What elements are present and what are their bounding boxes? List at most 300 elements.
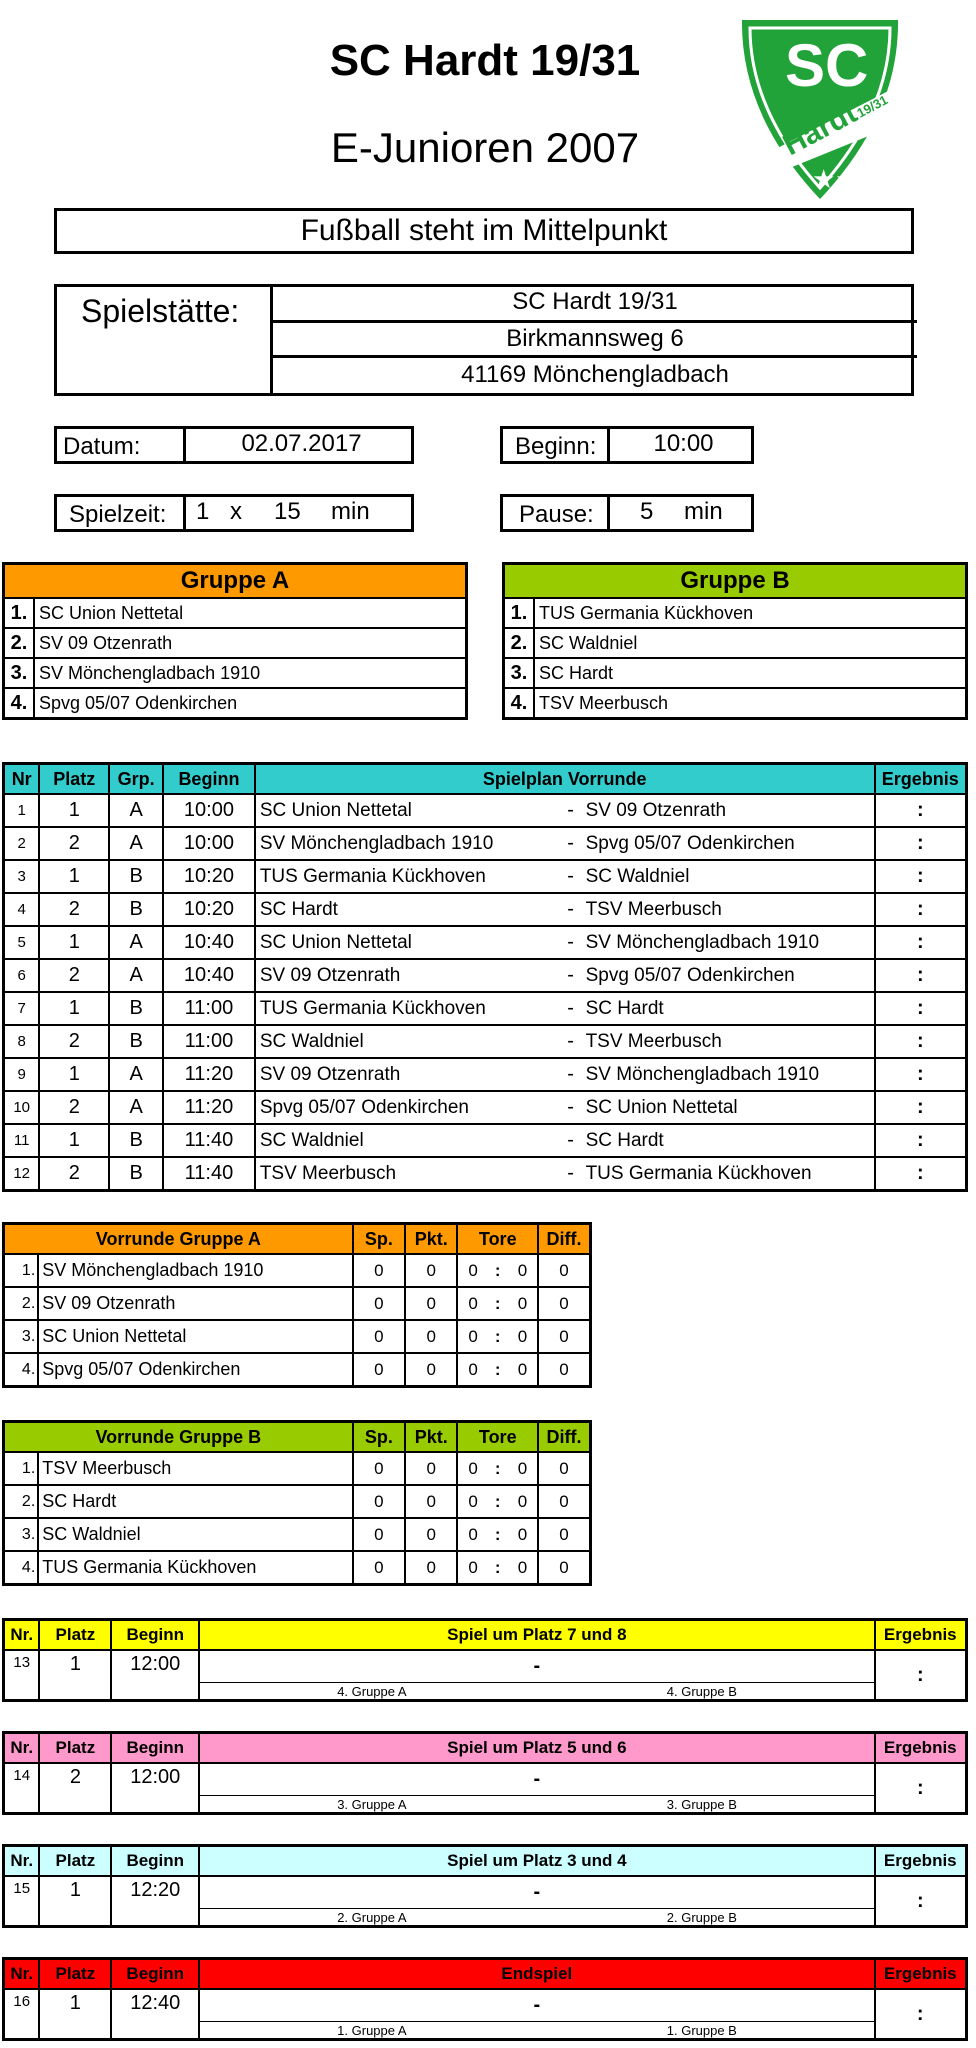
final-result: : — [875, 1650, 967, 1701]
schedule-row — [4, 992, 967, 1025]
match-platz: 1 — [39, 860, 109, 893]
match-away: SC Union Nettetal — [582, 1091, 875, 1124]
match-away: SC Hardt — [582, 1124, 875, 1157]
standings-position: 2. — [4, 1287, 39, 1320]
standings-goals-against: 0 — [508, 1320, 538, 1353]
group-a-num: 3. — [4, 658, 35, 688]
match-group: B — [109, 893, 163, 926]
final-start: 12:00 — [111, 1763, 199, 1814]
standings-position: 1. — [4, 1452, 39, 1485]
match-result: : — [875, 794, 967, 827]
group-b-team: TUS Germania Kückhoven — [534, 598, 967, 628]
date-box — [54, 426, 414, 464]
match-separator: - — [560, 794, 582, 827]
start-box — [500, 426, 754, 464]
standings-team: SC Waldniel — [38, 1518, 352, 1551]
final-participants — [199, 1683, 874, 1701]
match-start: 11:40 — [163, 1157, 255, 1191]
schedule-table — [2, 762, 968, 1192]
group-a-row — [4, 628, 467, 658]
standings-row — [4, 1287, 591, 1320]
final-home: 2. Gruppe A — [337, 1909, 407, 1925]
playtime-minutes: 15 — [274, 498, 301, 525]
match-separator: - — [560, 827, 582, 860]
pause-value: 5 — [640, 498, 654, 525]
match-start: 10:40 — [163, 926, 255, 959]
match-result: : — [875, 959, 967, 992]
match-nr: 2 — [4, 827, 40, 860]
match-result: : — [875, 1025, 967, 1058]
standings-points: 0 — [405, 1518, 457, 1551]
date-label: Datum: — [63, 433, 141, 460]
group-b-row — [504, 598, 967, 628]
standings-goals-for: 0 — [457, 1254, 487, 1287]
standings-goals-for: 0 — [457, 1353, 487, 1387]
standings-a-title: Vorrunde Gruppe A — [4, 1224, 353, 1255]
standings-team: SC Hardt — [38, 1485, 352, 1518]
final-participants — [199, 1909, 874, 1927]
standings-position: 4. — [4, 1353, 39, 1387]
standings-goals-colon: : — [488, 1320, 508, 1353]
final-header-platz: Platz — [39, 1846, 111, 1877]
match-home: SC Waldniel — [255, 1025, 560, 1058]
match-platz: 1 — [39, 794, 109, 827]
match-start: 10:20 — [163, 893, 255, 926]
schedule-row — [4, 1025, 967, 1058]
logo-name: Hardt — [777, 96, 863, 163]
final-platz: 1 — [39, 1876, 111, 1927]
logo-stars-icon: ★★★ — [812, 165, 882, 195]
match-nr: 11 — [4, 1124, 40, 1157]
final-row — [4, 1763, 967, 1796]
match-platz: 2 — [39, 893, 109, 926]
final-header-ergebnis: Ergebnis — [875, 1846, 967, 1877]
schedule-header-ergebnis: Ergebnis — [875, 764, 967, 795]
match-away: SC Waldniel — [582, 860, 875, 893]
standings-points: 0 — [405, 1452, 457, 1485]
final-header-row — [4, 1620, 967, 1651]
final-nr: 15 — [4, 1876, 40, 1927]
final-nr: 13 — [4, 1650, 40, 1701]
group-b-team: TSV Meerbusch — [534, 688, 967, 719]
group-b-table — [502, 562, 968, 720]
venue-box — [54, 284, 914, 396]
match-group: A — [109, 1058, 163, 1091]
pause-box — [500, 494, 754, 532]
schedule-row — [4, 1091, 967, 1124]
standings-a-header-diff: Diff. — [538, 1224, 590, 1255]
match-home: SC Union Nettetal — [255, 926, 560, 959]
match-home: TUS Germania Kückhoven — [255, 992, 560, 1025]
schedule-row — [4, 1124, 967, 1157]
match-group: B — [109, 860, 163, 893]
playtime-times: x — [230, 498, 242, 525]
match-home: SV Mönchengladbach 1910 — [255, 827, 560, 860]
final-start: 12:00 — [111, 1650, 199, 1701]
standings-goals-colon: : — [488, 1452, 508, 1485]
match-result: : — [875, 992, 967, 1025]
match-platz: 1 — [39, 992, 109, 1025]
group-a-row — [4, 688, 467, 719]
standings-position: 3. — [4, 1320, 39, 1353]
standings-played: 0 — [353, 1518, 405, 1551]
final-row — [4, 1650, 967, 1683]
standings-row — [4, 1254, 591, 1287]
standings-goals-against: 0 — [508, 1353, 538, 1387]
match-away: SV Mönchengladbach 1910 — [582, 1058, 875, 1091]
schedule-row — [4, 926, 967, 959]
group-a-num: 2. — [4, 628, 35, 658]
final-header-ergebnis: Ergebnis — [875, 1959, 967, 1990]
standings-b-header-sp: Sp. — [353, 1422, 405, 1453]
schedule-header-grp: Grp. — [109, 764, 163, 795]
match-home: SC Union Nettetal — [255, 794, 560, 827]
standings-goals-colon: : — [488, 1485, 508, 1518]
final-game-table — [2, 1844, 968, 1928]
standings-team: SC Union Nettetal — [38, 1320, 352, 1353]
standings-goals-colon: : — [488, 1254, 508, 1287]
group-b-num: 4. — [504, 688, 535, 719]
schedule-row — [4, 1157, 967, 1191]
final-start: 12:40 — [111, 1989, 199, 2040]
standings-diff: 0 — [538, 1353, 590, 1387]
final-away: 2. Gruppe B — [666, 1909, 737, 1925]
standings-played: 0 — [353, 1452, 405, 1485]
schedule-row — [4, 1058, 967, 1091]
standings-a-header-tore: Tore — [457, 1224, 538, 1255]
match-group: A — [109, 1091, 163, 1124]
standings-b-header-diff: Diff. — [538, 1422, 590, 1453]
standings-played: 0 — [353, 1353, 405, 1387]
match-platz: 1 — [39, 1124, 109, 1157]
page-title: SC Hardt 19/31 — [329, 36, 641, 85]
schedule-header-beginn: Beginn — [163, 764, 255, 795]
standings-row — [4, 1551, 591, 1585]
standings-team: SV 09 Otzenrath — [38, 1287, 352, 1320]
final-header-row — [4, 1959, 967, 1990]
match-nr: 5 — [4, 926, 40, 959]
standings-points: 0 — [405, 1551, 457, 1585]
final-game-table — [2, 1957, 968, 2041]
standings-points: 0 — [405, 1254, 457, 1287]
match-result: : — [875, 1124, 967, 1157]
standings-goals-against: 0 — [508, 1452, 538, 1485]
final-dash: - — [199, 1989, 874, 2022]
standings-b-table — [2, 1420, 592, 1586]
group-a-row — [4, 658, 467, 688]
match-platz: 2 — [39, 827, 109, 860]
match-start: 10:40 — [163, 959, 255, 992]
playtime-unit: min — [331, 498, 370, 525]
final-home: 4. Gruppe A — [337, 1683, 407, 1699]
match-nr: 3 — [4, 860, 40, 893]
final-result: : — [875, 1989, 967, 2040]
pause-unit: min — [684, 498, 723, 525]
match-platz: 2 — [39, 959, 109, 992]
standings-diff: 0 — [538, 1518, 590, 1551]
standings-diff: 0 — [538, 1551, 590, 1585]
standings-goals-colon: : — [488, 1551, 508, 1585]
final-header-nr: Nr. — [4, 1846, 40, 1877]
schedule-row — [4, 860, 967, 893]
final-header-beginn: Beginn — [111, 1620, 199, 1651]
final-participants — [199, 1796, 874, 1814]
match-nr: 9 — [4, 1058, 40, 1091]
final-game-table — [2, 1618, 968, 1702]
schedule-row — [4, 794, 967, 827]
club-logo — [730, 6, 910, 206]
group-a-title: Gruppe A — [4, 564, 467, 599]
match-group: B — [109, 1025, 163, 1058]
group-b-team: SC Waldniel — [534, 628, 967, 658]
match-platz: 2 — [39, 1025, 109, 1058]
standings-goals-against: 0 — [508, 1551, 538, 1585]
standings-team: TUS Germania Kückhoven — [38, 1551, 352, 1585]
match-away: SV Mönchengladbach 1910 — [582, 926, 875, 959]
group-a-table — [2, 562, 468, 720]
logo-year: 19/31 — [854, 92, 891, 121]
match-start: 11:00 — [163, 1025, 255, 1058]
match-away: TUS Germania Kückhoven — [582, 1157, 875, 1191]
motto-banner: Fußball steht im Mittelpunkt — [54, 208, 914, 254]
schedule-header-nr: Nr — [4, 764, 40, 795]
match-group: B — [109, 1124, 163, 1157]
standings-played: 0 — [353, 1287, 405, 1320]
match-away: TSV Meerbusch — [582, 893, 875, 926]
final-platz: 2 — [39, 1763, 111, 1814]
match-nr: 10 — [4, 1091, 40, 1124]
standings-row — [4, 1320, 591, 1353]
schedule-row — [4, 959, 967, 992]
standings-position: 3. — [4, 1518, 39, 1551]
standings-diff: 0 — [538, 1485, 590, 1518]
group-b-row — [504, 688, 967, 719]
match-nr: 1 — [4, 794, 40, 827]
match-separator: - — [560, 992, 582, 1025]
match-start: 11:20 — [163, 1058, 255, 1091]
standings-goals-against: 0 — [508, 1287, 538, 1320]
standings-a-header-sp: Sp. — [353, 1224, 405, 1255]
final-header-platz: Platz — [39, 1620, 111, 1651]
standings-position: 2. — [4, 1485, 39, 1518]
match-separator: - — [560, 1157, 582, 1191]
group-a-team: SC Union Nettetal — [34, 598, 467, 628]
standings-goals-for: 0 — [457, 1485, 487, 1518]
venue-line-1: SC Hardt 19/31 — [273, 284, 917, 323]
final-title: Spiel um Platz 3 und 4 — [199, 1846, 874, 1877]
final-row — [4, 1876, 967, 1909]
page-subtitle: E-Junioren 2007 — [330, 124, 640, 171]
match-home: TUS Germania Kückhoven — [255, 860, 560, 893]
group-b-row — [504, 628, 967, 658]
standings-row — [4, 1353, 591, 1387]
final-platz: 1 — [39, 1650, 111, 1701]
group-b-title: Gruppe B — [504, 564, 967, 599]
standings-position: 4. — [4, 1551, 39, 1585]
final-home: 1. Gruppe A — [337, 2022, 407, 2038]
standings-points: 0 — [405, 1320, 457, 1353]
group-a-team: SV 09 Otzenrath — [34, 628, 467, 658]
final-platz: 1 — [39, 1989, 111, 2040]
match-platz: 2 — [39, 1091, 109, 1124]
standings-played: 0 — [353, 1551, 405, 1585]
standings-row — [4, 1485, 591, 1518]
match-group: A — [109, 926, 163, 959]
standings-goals-for: 0 — [457, 1287, 487, 1320]
match-separator: - — [560, 959, 582, 992]
group-a-num: 4. — [4, 688, 35, 719]
standings-goals-colon: : — [488, 1287, 508, 1320]
match-nr: 12 — [4, 1157, 40, 1191]
match-separator: - — [560, 1124, 582, 1157]
schedule-row — [4, 893, 967, 926]
match-away: SC Hardt — [582, 992, 875, 1025]
final-home: 3. Gruppe A — [337, 1796, 407, 1812]
standings-goals-for: 0 — [457, 1320, 487, 1353]
standings-diff: 0 — [538, 1452, 590, 1485]
match-nr: 8 — [4, 1025, 40, 1058]
match-result: : — [875, 893, 967, 926]
match-away: Spvg 05/07 Odenkirchen — [582, 827, 875, 860]
match-separator: - — [560, 1058, 582, 1091]
logo-letters: SC — [785, 32, 869, 99]
final-dash: - — [199, 1650, 874, 1683]
final-header-beginn: Beginn — [111, 1846, 199, 1877]
standings-goals-for: 0 — [457, 1452, 487, 1485]
match-result: : — [875, 1058, 967, 1091]
venue-line-2: Birkmannsweg 6 — [273, 323, 917, 358]
final-row — [4, 1989, 967, 2022]
pause-label: Pause: — [519, 501, 594, 528]
match-group: A — [109, 959, 163, 992]
standings-row — [4, 1518, 591, 1551]
match-start: 10:00 — [163, 794, 255, 827]
venue-line-3: 41169 Mönchengladbach — [461, 361, 729, 388]
final-header-nr: Nr. — [4, 1733, 40, 1764]
standings-goals-colon: : — [488, 1353, 508, 1387]
schedule-row — [4, 827, 967, 860]
group-a-row — [4, 598, 467, 628]
final-header-row — [4, 1846, 967, 1877]
final-dash: - — [199, 1876, 874, 1909]
final-title: Spiel um Platz 5 und 6 — [199, 1733, 874, 1764]
final-away: 3. Gruppe B — [666, 1796, 737, 1812]
group-a-team: Spvg 05/07 Odenkirchen — [34, 688, 467, 719]
standings-goals-against: 0 — [508, 1485, 538, 1518]
match-start: 11:40 — [163, 1124, 255, 1157]
group-a-num: 1. — [4, 598, 35, 628]
playtime-box — [54, 494, 414, 532]
start-value: 10:00 — [607, 426, 757, 464]
standings-position: 1. — [4, 1254, 39, 1287]
match-separator: - — [560, 926, 582, 959]
match-nr: 6 — [4, 959, 40, 992]
standings-goals-colon: : — [488, 1518, 508, 1551]
final-dash: - — [199, 1763, 874, 1796]
standings-team: Spvg 05/07 Odenkirchen — [38, 1353, 352, 1387]
match-away: Spvg 05/07 Odenkirchen — [582, 959, 875, 992]
standings-row — [4, 1452, 591, 1485]
final-header-ergebnis: Ergebnis — [875, 1733, 967, 1764]
match-result: : — [875, 926, 967, 959]
group-b-num: 1. — [504, 598, 535, 628]
standings-b-title: Vorrunde Gruppe B — [4, 1422, 353, 1453]
date-value: 02.07.2017 — [183, 426, 417, 464]
match-nr: 4 — [4, 893, 40, 926]
match-group: A — [109, 827, 163, 860]
standings-played: 0 — [353, 1254, 405, 1287]
match-result: : — [875, 1157, 967, 1191]
standings-goals-against: 0 — [508, 1518, 538, 1551]
match-result: : — [875, 1091, 967, 1124]
final-header-nr: Nr. — [4, 1959, 40, 1990]
match-result: : — [875, 860, 967, 893]
final-result: : — [875, 1876, 967, 1927]
group-b-team: SC Hardt — [534, 658, 967, 688]
match-separator: - — [560, 1025, 582, 1058]
standings-diff: 0 — [538, 1254, 590, 1287]
final-participants — [199, 2022, 874, 2040]
playtime-count: 1 — [196, 498, 210, 525]
match-separator: - — [560, 860, 582, 893]
match-nr: 7 — [4, 992, 40, 1025]
match-group: A — [109, 794, 163, 827]
match-start: 11:20 — [163, 1091, 255, 1124]
standings-team: TSV Meerbusch — [38, 1452, 352, 1485]
standings-a-header-pkt: Pkt. — [405, 1224, 457, 1255]
match-away: SV 09 Otzenrath — [582, 794, 875, 827]
match-home: SV 09 Otzenrath — [255, 959, 560, 992]
match-separator: - — [560, 1091, 582, 1124]
final-header-platz: Platz — [39, 1959, 111, 1990]
final-title: Spiel um Platz 7 und 8 — [199, 1620, 874, 1651]
match-home: SC Waldniel — [255, 1124, 560, 1157]
match-platz: 1 — [39, 1058, 109, 1091]
match-start: 11:00 — [163, 992, 255, 1025]
standings-diff: 0 — [538, 1320, 590, 1353]
match-start: 10:20 — [163, 860, 255, 893]
standings-points: 0 — [405, 1485, 457, 1518]
match-start: 10:00 — [163, 827, 255, 860]
standings-goals-for: 0 — [457, 1551, 487, 1585]
standings-points: 0 — [405, 1353, 457, 1387]
start-label: Beginn: — [515, 433, 597, 460]
final-header-ergebnis: Ergebnis — [875, 1620, 967, 1651]
schedule-header-spielplan: Spielplan Vorrunde — [255, 764, 875, 795]
match-home: TSV Meerbusch — [255, 1157, 560, 1191]
final-away: 4. Gruppe B — [666, 1683, 737, 1699]
standings-b-header-pkt: Pkt. — [405, 1422, 457, 1453]
venue-label: Spielstätte: — [81, 293, 240, 329]
group-b-num: 2. — [504, 628, 535, 658]
standings-team: SV Mönchengladbach 1910 — [38, 1254, 352, 1287]
match-separator: - — [560, 893, 582, 926]
standings-b-header-tore: Tore — [457, 1422, 538, 1453]
standings-points: 0 — [405, 1287, 457, 1320]
match-group: B — [109, 992, 163, 1025]
final-away: 1. Gruppe B — [666, 2022, 737, 2038]
schedule-header-platz: Platz — [39, 764, 109, 795]
standings-a-table — [2, 1222, 592, 1388]
playtime-label: Spielzeit: — [69, 501, 167, 528]
standings-diff: 0 — [538, 1287, 590, 1320]
final-nr: 14 — [4, 1763, 40, 1814]
final-start: 12:20 — [111, 1876, 199, 1927]
group-a-team: SV Mönchengladbach 1910 — [34, 658, 467, 688]
match-platz: 1 — [39, 926, 109, 959]
match-group: B — [109, 1157, 163, 1191]
match-result: : — [875, 827, 967, 860]
